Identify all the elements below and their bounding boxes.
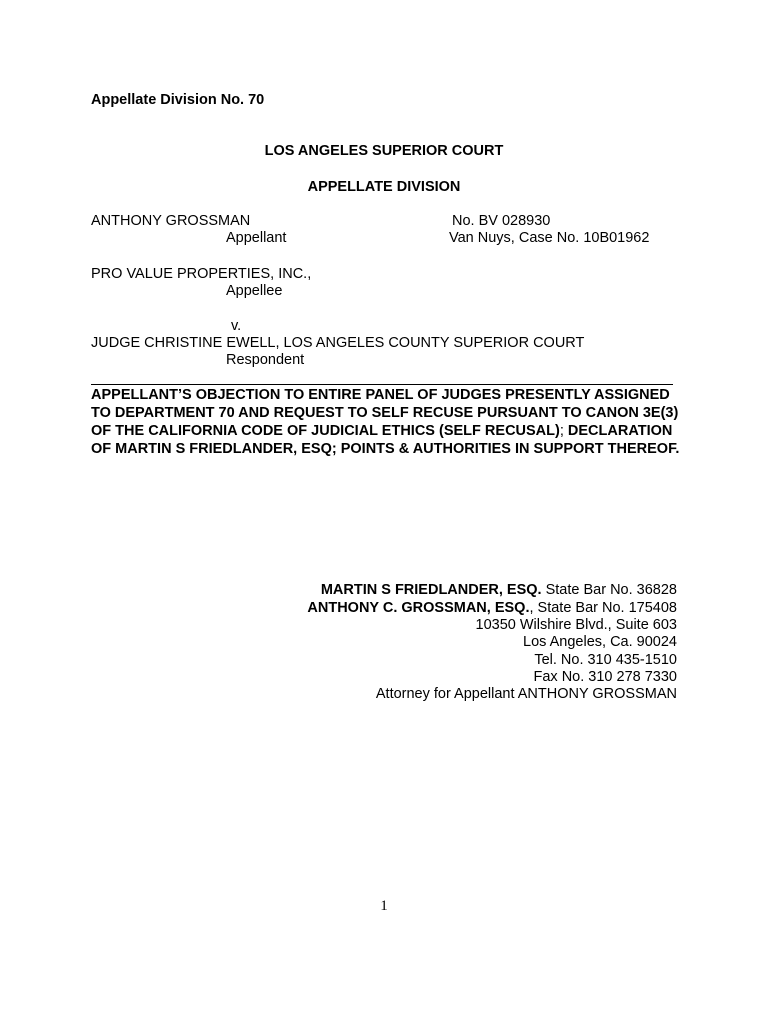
division-number-line: Appellate Division No. 70 — [91, 92, 265, 108]
counsel-fax: Fax No. 310 278 7330 — [533, 669, 677, 685]
page-number: 1 — [380, 898, 388, 914]
attorney-2-name: ANTHONY C. GROSSMAN, ESQ. — [307, 600, 530, 616]
appellant-role: Appellant — [226, 230, 287, 246]
title-part-2: DECLARATION OF MARTIN S FRIEDLANDER, ESQ; POINTS & AUTHORITIES IN SUPPORT THEREOF. — [91, 423, 680, 457]
versus: v. — [231, 318, 242, 334]
attorney-1-bar: State Bar No. 36828 — [541, 582, 677, 598]
attorney-1-line — [321, 582, 677, 599]
division-heading: APPELLATE DIVISION — [307, 179, 461, 195]
caption-divider — [91, 384, 673, 385]
document-title — [91, 386, 691, 458]
counsel-role: Attorney for Appellant ANTHONY GROSSMAN — [375, 686, 677, 702]
respondent-name: JUDGE CHRISTINE EWELL, LOS ANGELES COUNTY SUPERIOR COURT — [91, 335, 585, 351]
respondent-role: Respondent — [226, 352, 305, 368]
attorney-1-name: MARTIN S FRIEDLANDER, ESQ. — [320, 582, 542, 598]
attorney-2-bar: , State Bar No. 175408 — [529, 600, 677, 616]
trial-case-number: Van Nuys, Case No. 10B01962 — [449, 230, 650, 246]
attorney-2-line — [307, 600, 677, 617]
counsel-telephone: Tel. No. 310 435-1510 — [534, 652, 677, 668]
appellee-role: Appellee — [226, 283, 283, 299]
counsel-address-2: Los Angeles, Ca. 90024 — [523, 634, 677, 650]
counsel-address-1: 10350 Wilshire Blvd., Suite 603 — [475, 617, 677, 633]
appellant-name: ANTHONY GROSSMAN — [91, 213, 251, 229]
court-name: LOS ANGELES SUPERIOR COURT — [264, 143, 504, 159]
title-part-1: APPELLANT’S OBJECTION TO ENTIRE PANEL OF JUDGES PRESENTLY ASSIGNED TO DEPARTMENT 70 AND REQUEST TO SELF RECUSE PURSUANT TO CANON 3E(3) OF THE CALIFORNIA CODE OF JUDICIAL ETHICS (SELF RECUSAL) — [91, 387, 679, 439]
title-separator: ; — [559, 423, 564, 439]
appellee-name: PRO VALUE PROPERTIES, INC., — [91, 266, 312, 282]
case-number: No. BV 028930 — [452, 213, 551, 229]
